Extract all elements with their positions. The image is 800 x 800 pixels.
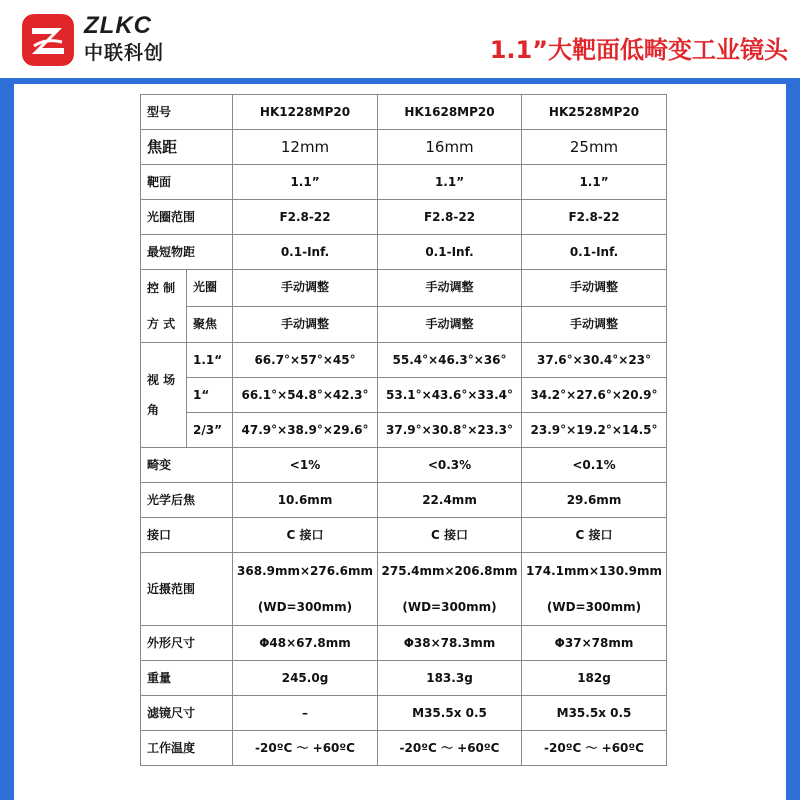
- cell-fov-1-2: 55.4°×46.3°×36°: [378, 343, 522, 378]
- page-header: [0, 0, 800, 78]
- row-label-target: 靶面: [141, 165, 233, 200]
- row-label-weight: 重量: [141, 661, 233, 696]
- row-label-bfl: 光学后焦: [141, 483, 233, 518]
- cell-dim-2: Φ38×78.3mm: [378, 626, 522, 661]
- table-row-distortion: [141, 448, 667, 483]
- closeup-size-2: 275.4mm×206.8mm: [381, 564, 518, 578]
- cell-fov-2-1: 66.1°×54.8°×42.3°: [233, 378, 378, 413]
- cell-closeup-1: [233, 553, 378, 626]
- table-row-weight: [141, 661, 667, 696]
- closeup-size-1: 368.9mm×276.6mm: [237, 564, 373, 578]
- cell-filter-2: M35.5x 0.5: [378, 696, 522, 731]
- cell-fov-2-3: 34.2°×27.6°×20.9°: [522, 378, 667, 413]
- cell-iris-1: 手动调整: [233, 270, 378, 307]
- closeup-wd-1: (WD=300mm): [257, 600, 353, 614]
- row-label-distortion: 畸变: [141, 448, 233, 483]
- row-label-aperture: 光圈范围: [141, 200, 233, 235]
- table-row-fov-1: [141, 343, 667, 378]
- cell-distortion-1: <1%: [233, 448, 378, 483]
- row-label-control: [141, 270, 187, 343]
- cell-focus-2: 手动调整: [378, 306, 522, 343]
- cell-closeup-3: [522, 553, 667, 626]
- cell-fov-1-1: 66.7°×57°×45°: [233, 343, 378, 378]
- cell-aperture-1: F2.8-22: [233, 200, 378, 235]
- cell-bfl-2: 22.4mm: [378, 483, 522, 518]
- cell-weight-3: 182g: [522, 661, 667, 696]
- fov-sensor-2: 1“: [187, 378, 233, 413]
- spec-table: [140, 94, 667, 766]
- cell-mod-3: 0.1-Inf.: [522, 235, 667, 270]
- cell-aperture-3: F2.8-22: [522, 200, 667, 235]
- row-label-dim: 外形尺寸: [141, 626, 233, 661]
- cell-model-3: HK2528MP20: [522, 95, 667, 130]
- table-row-filter: [141, 696, 667, 731]
- cell-temp-2: -20ºC ～ +60ºC: [378, 731, 522, 766]
- cell-bfl-3: 29.6mm: [522, 483, 667, 518]
- control-label-line-2: 方 式: [147, 317, 176, 331]
- cell-distortion-3: <0.1%: [522, 448, 667, 483]
- row-label-closeup: 近摄范围: [141, 553, 233, 626]
- fov-sensor-3: 2/3”: [187, 413, 233, 448]
- table-row-target: [141, 165, 667, 200]
- cell-fov-2-2: 53.1°×43.6°×33.4°: [378, 378, 522, 413]
- fov-label-line-1: 视 场: [147, 373, 176, 387]
- closeup-wd-2: (WD=300mm): [402, 600, 497, 614]
- table-row-mount: [141, 518, 667, 553]
- cell-iris-2: 手动调整: [378, 270, 522, 307]
- row-label-temp: 工作温度: [141, 731, 233, 766]
- cell-dim-3: Φ37×78mm: [522, 626, 667, 661]
- table-row-focal: [141, 130, 667, 165]
- cell-dim-1: Φ48×67.8mm: [233, 626, 378, 661]
- cell-mount-1: C 接口: [233, 518, 378, 553]
- cell-mount-2: C 接口: [378, 518, 522, 553]
- cell-fov-3-2: 37.9°×30.8°×23.3°: [378, 413, 522, 448]
- table-row-iris: [141, 270, 667, 307]
- table-row-dim: [141, 626, 667, 661]
- table-row-fov-3: [141, 413, 667, 448]
- cell-aperture-2: F2.8-22: [378, 200, 522, 235]
- cell-target-1: 1.1”: [233, 165, 378, 200]
- table-row-model: [141, 95, 667, 130]
- row-label-fov: [141, 343, 187, 448]
- fov-sensor-1: 1.1“: [187, 343, 233, 378]
- row-label-mount: 接口: [141, 518, 233, 553]
- cell-temp-1: -20ºC ～ +60ºC: [233, 731, 378, 766]
- page-title: 1.1”大靶面低畸变工业镜头: [489, 36, 788, 64]
- row-label-iris: 光圈: [187, 270, 233, 307]
- zlkc-logo-icon: [20, 12, 76, 68]
- row-label-model: 型号: [141, 95, 233, 130]
- row-label-focus: 聚焦: [187, 306, 233, 343]
- brand-name-en: ZLKC: [84, 12, 152, 39]
- row-label-mod: 最短物距: [141, 235, 233, 270]
- cell-filter-1: –: [233, 696, 378, 731]
- table-row-bfl: [141, 483, 667, 518]
- cell-fov-3-3: 23.9°×19.2°×14.5°: [522, 413, 667, 448]
- cell-weight-2: 183.3g: [378, 661, 522, 696]
- table-row-temp: [141, 731, 667, 766]
- cell-focal-1: 12mm: [233, 130, 378, 165]
- cell-mount-3: C 接口: [522, 518, 667, 553]
- table-row-closeup: [141, 553, 667, 626]
- cell-bfl-1: 10.6mm: [233, 483, 378, 518]
- cell-filter-3: M35.5x 0.5: [522, 696, 667, 731]
- closeup-wd-3: (WD=300mm): [546, 600, 642, 614]
- cell-mod-1: 0.1-Inf.: [233, 235, 378, 270]
- cell-model-2: HK1628MP20: [378, 95, 522, 130]
- row-label-focal: 焦距: [141, 130, 233, 165]
- cell-fov-3-1: 47.9°×38.9°×29.6°: [233, 413, 378, 448]
- control-label-line-1: 控 制: [147, 281, 176, 295]
- cell-distortion-2: <0.3%: [378, 448, 522, 483]
- closeup-size-3: 174.1mm×130.9mm: [526, 564, 662, 578]
- cell-focus-3: 手动调整: [522, 306, 667, 343]
- cell-iris-3: 手动调整: [522, 270, 667, 307]
- cell-mod-2: 0.1-Inf.: [378, 235, 522, 270]
- brand-name-cn: 中联科创: [84, 42, 165, 64]
- cell-model-1: HK1228MP20: [233, 95, 378, 130]
- cell-focal-3: 25mm: [522, 130, 667, 165]
- cell-temp-3: -20ºC ～ +60ºC: [522, 731, 667, 766]
- cell-focus-1: 手动调整: [233, 306, 378, 343]
- cell-closeup-2: [378, 553, 522, 626]
- cell-focal-2: 16mm: [378, 130, 522, 165]
- cell-target-2: 1.1”: [378, 165, 522, 200]
- cell-fov-1-3: 37.6°×30.4°×23°: [522, 343, 667, 378]
- cell-weight-1: 245.0g: [233, 661, 378, 696]
- table-row-focus: [141, 306, 667, 343]
- fov-label-line-2: 角: [147, 403, 160, 417]
- table-row-fov-2: [141, 378, 667, 413]
- table-row-mod: [141, 235, 667, 270]
- cell-target-3: 1.1”: [522, 165, 667, 200]
- row-label-filter: 滤镜尺寸: [141, 696, 233, 731]
- table-row-aperture: [141, 200, 667, 235]
